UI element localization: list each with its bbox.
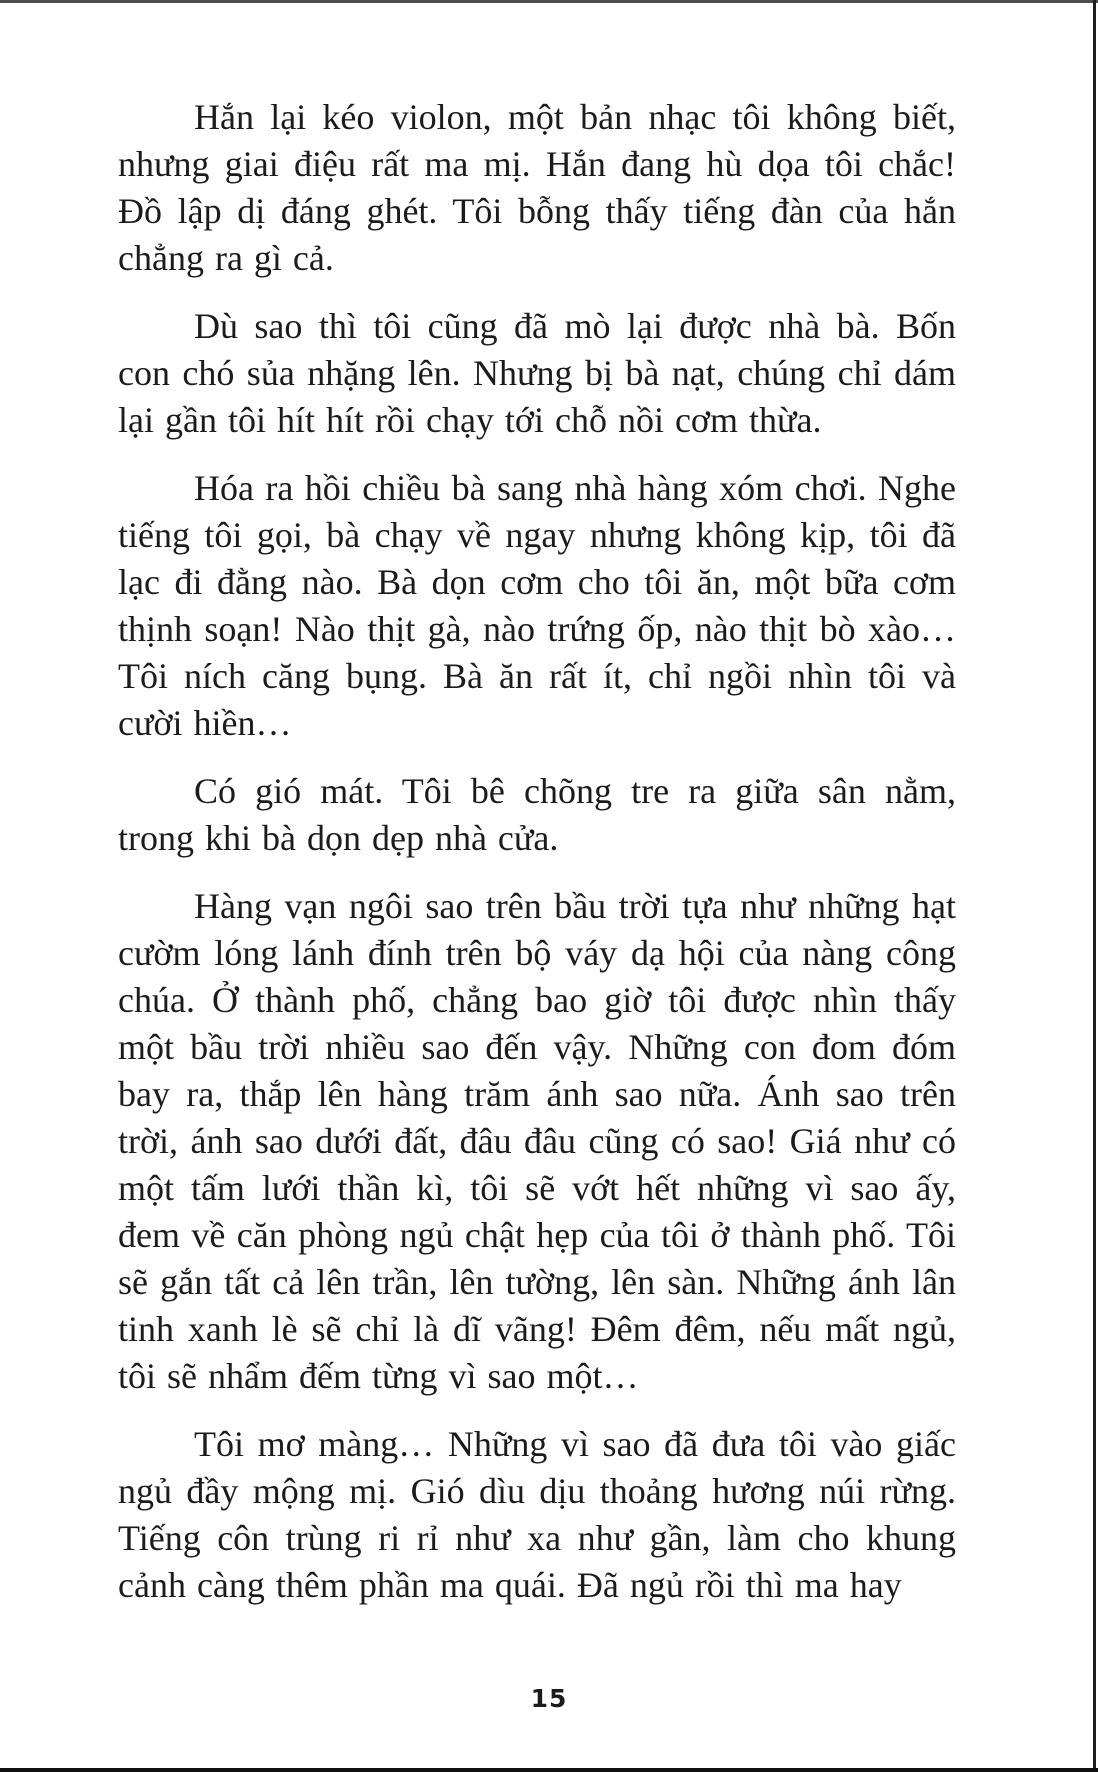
- scan-edge-bottom: [0, 1768, 1098, 1772]
- page-text-block: [118, 94, 956, 1630]
- page-number: 15: [530, 1684, 568, 1713]
- paragraph-3: Hóa ra hồi chiều bà sang nhà hàng xóm chơi. Nghe tiếng tôi gọi, bà chạy về ngay nhưng không kịp, tôi đã lạc đi đằng nào. Bà dọn cơm cho tôi ăn, một bữa cơm thịnh soạn! Nào thịt gà, nào trứng ốp, nào thịt bò xào… Tôi ních căng bụng. Bà ăn rất ít, chỉ ngồi nhìn tôi và cười hiền…: [118, 468, 956, 743]
- paragraph-6: Tôi mơ màng… Những vì sao đã đưa tôi vào giấc ngủ đầy mộng mị. Gió dìu dịu thoảng hương núi rừng. Tiếng côn trùng ri rỉ như xa như gần, làm cho khung cảnh càng thêm phần ma quái. Đã ngủ rồi thì ma hay: [118, 1424, 956, 1605]
- paragraph-2: Dù sao thì tôi cũng đã mò lại được nhà bà. Bốn con chó sủa nhặng lên. Nhưng bị bà nạt, chúng chỉ dám lại gần tôi hít hít rồi chạy tới chỗ nồi cơm thừa.: [118, 306, 956, 440]
- scan-edge-right: [1093, 0, 1096, 1772]
- paragraph-1: Hắn lại kéo violon, một bản nhạc tôi không biết, nhưng giai điệu rất ma mị. Hắn đang hù dọa tôi chắc! Đồ lập dị đáng ghét. Tôi bỗng thấy tiếng đàn của hắn chẳng ra gì cả.: [118, 97, 956, 278]
- paragraph-4: Có gió mát. Tôi bê chõng tre ra giữa sân nằm, trong khi bà dọn dẹp nhà cửa.: [118, 771, 956, 858]
- scan-edge-top: [0, 0, 1098, 3]
- paragraph-5: Hàng vạn ngôi sao trên bầu trời tựa như những hạt cườm lóng lánh đính trên bộ váy dạ hội của nàng công chúa. Ở thành phố, chẳng bao giờ tôi được nhìn thấy một bầu trời nhiều sao đến vậy. Những con đom đóm bay ra, thắp lên hàng trăm ánh sao nữa. Ánh sao trên trời, ánh sao dưới đất, đâu đâu cũng có sao! Giá như có một tấm lưới thần kì, tôi sẽ vớt hết những vì sao ấy, đem về căn phòng ngủ chật hẹp của tôi ở thành phố. Tôi sẽ gắn tất cả lên trần, lên tường, lên sàn. Những ánh lân tinh xanh lè sẽ chỉ là dĩ vãng! Đêm đêm, nếu mất ngủ, tôi sẽ nhẩm đếm từng vì sao một…: [118, 886, 956, 1396]
